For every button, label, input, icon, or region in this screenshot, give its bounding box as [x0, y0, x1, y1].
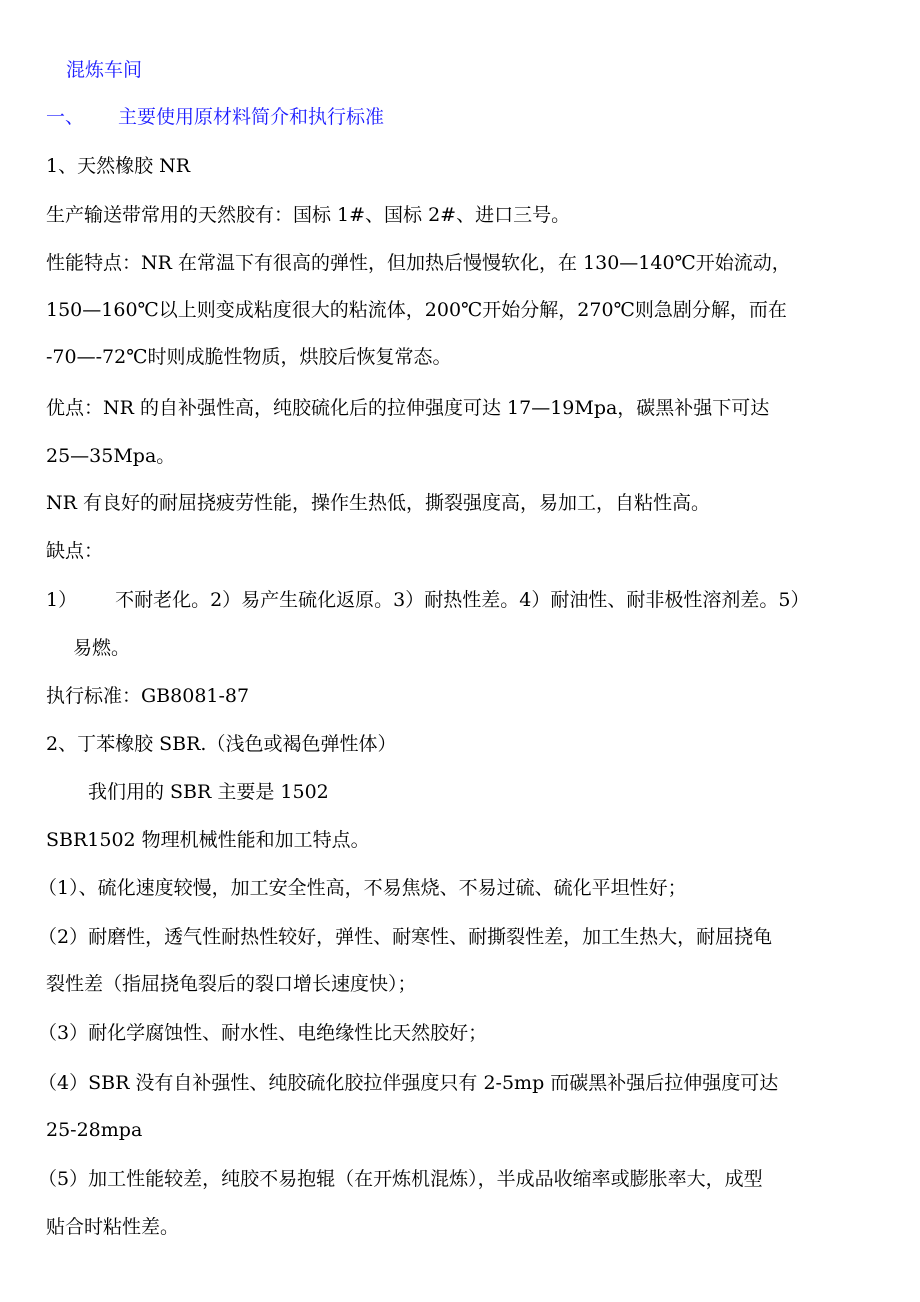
nr-disadvantage-line-1 [46, 587, 809, 613]
section-title: 混炼车间 [66, 59, 143, 81]
nr-advantage-line-1: 优点：NR 的自补强性高，纯胶硫化后的拉伸强度可达 17—19Mpa，碳黑补强下可达 [46, 397, 770, 419]
nr-disadvantage-text: 不耐老化。2）易产生硫化返原。3）耐热性差。4）耐油性、耐非极性溶剂差。5） [115, 589, 810, 611]
nr-title: 1、天然橡胶 NR [46, 155, 191, 177]
nr-advantage-line-2: 25—35Mpa。 [46, 445, 176, 467]
sbr-item-4-line-2: 25-28mpa [46, 1119, 143, 1141]
heading-one [46, 104, 384, 130]
sbr-features-title: SBR1502 物理机械性能和加工特点。 [46, 829, 370, 851]
nr-performance-line-1: 性能特点：NR 在常温下有很高的弹性，但加热后慢慢软化，在 130—140℃开始流动， [46, 252, 791, 274]
sbr-intro: 我们用的 SBR 主要是 1502 [88, 781, 329, 803]
sbr-item-5-line-2: 贴合时粘性差。 [46, 1216, 180, 1238]
nr-common-types: 生产输送带常用的天然胶有：国标 1#、国标 2#、进口三号。 [46, 204, 571, 226]
nr-disadvantage-label: 缺点： [46, 540, 104, 562]
nr-standard: 执行标准：GB8081-87 [46, 685, 250, 707]
sbr-item-4-line-1: （4）SBR 没有自补强性、纯胶硫化胶拉伴强度只有 2-5mp 而碳黑补强后拉伸强度可达 [38, 1072, 779, 1094]
sbr-item-2-line-1: （2）耐磨性，透气性耐热性较好，弹性、耐寒性、耐撕裂性差，加工生热大，耐屈挠龟 [38, 926, 773, 948]
nr-disadvantage-line-2: 易燃。 [73, 637, 131, 659]
sbr-item-2-line-2: 裂性差（指屈挠龟裂后的裂口增长速度快）； [46, 973, 417, 995]
heading-one-number: 一、 [46, 106, 85, 128]
sbr-item-1: （1）、硫化速度较慢，加工安全性高，不易焦烧、不易过硫、硫化平坦性好； [38, 877, 687, 899]
nr-disadvantage-number: 1） [46, 589, 78, 611]
nr-performance-line-2: 150—160℃以上则变成粘度很大的粘流体，200℃开始分解，270℃则急剧分解，而在 [46, 299, 787, 321]
heading-one-text: 主要使用原材料简介和执行标准 [118, 106, 385, 128]
sbr-title: 2、丁苯橡胶 SBR.（浅色或褐色弹性体） [46, 733, 397, 755]
sbr-item-5-line-1: （5）加工性能较差，纯胶不易抱辊（在开炼机混炼），半成品收缩率或膨胀率大，成型 [38, 1168, 763, 1190]
nr-performance-line-3: -70—-72℃时则成脆性物质，烘胶后恢复常态。 [46, 346, 452, 368]
nr-advantage-line-3: NR 有良好的耐屈挠疲劳性能，操作生热低，撕裂强度高，易加工，自粘性高。 [46, 492, 710, 514]
sbr-item-3: （3）耐化学腐蚀性、耐水性、电绝缘性比天然胶好； [38, 1022, 488, 1044]
